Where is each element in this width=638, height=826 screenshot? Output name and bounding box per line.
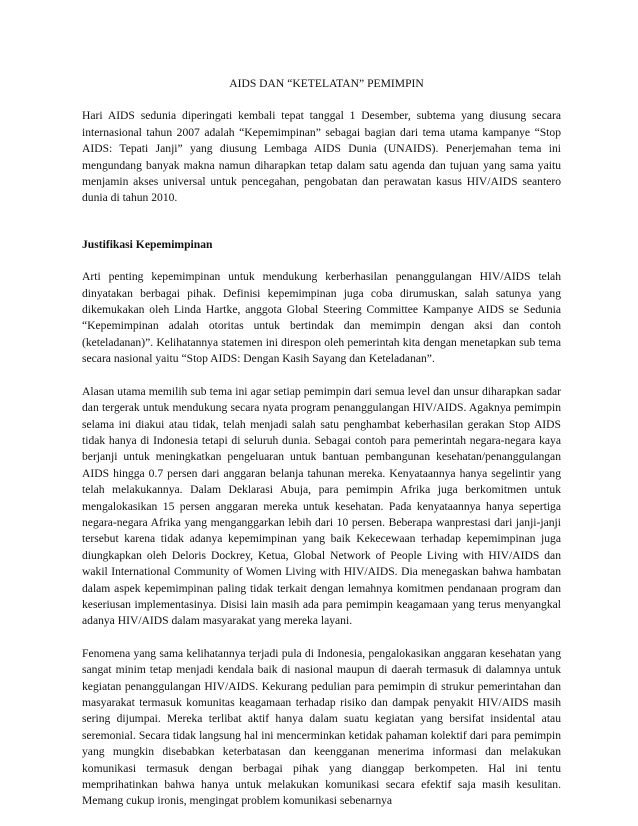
- body-paragraph-1: Arti penting kepemimpinan untuk mendukung kerberhasilan penanggulangan HIV/AIDS telah dinyatakan berbagai pihak. Definisi kepemimpinan juga coba dirumuskan, salah satunya yang dikemukakan oleh Linda Hartke, anggota Global Steering Committee Kampanye AIDS se Sedunia “Kepemimpinan adalah otoritas untuk bertindak dan memimpin dengan aksi dan contoh (keteladanan)”. Kelihatannya statemen ini direspon oleh pemerintah kita dengan menetapkan sub tema secara nasional yaitu “Stop AIDS: Dengan Kasih Sayang dan Keteladanan”.: [82, 270, 561, 366]
- intro-paragraph: Hari AIDS sedunia diperingati kembali tepat tanggal 1 Desember, subtema yang diusung secara internasional tahun 2007 adalah “Kepemimpinan” sebagai bagian dari tema utama kampanye “Stop AIDS: Tepati Janji” yang diusung Lembaga AIDS Dunia (UNAIDS). Penerjemahan tema ini mengundang banyak makna namun diharapkan tetap dalam satu agenda dan tujuan yang sama yaitu menjamin akses universal untuk pencegahan, pengobatan dan perawatan kasus HIV/AIDS seantero dunia di tahun 2010.: [82, 109, 561, 205]
- section-heading: Justifikasi Kepemimpinan: [82, 237, 213, 251]
- document-title: AIDS DAN “KETELATAN” PEMIMPIN: [229, 77, 424, 90]
- body-paragraph-3: Fenomena yang sama kelihatannya terjadi pula di Indonesia, pengalokasikan anggaran kesehatan yang sangat minim tetap menjadi kendala baik di nasional maupun di daerah termasuk di dalamnya untuk kegiatan penanggulangan HIV/AIDS. Kekurang pedulian para pemimpin di strukur pemerintahan dan masyarakat termasuk komunitas keagamaan terhadap risiko dan dampak penyakit HIV/AIDS masih sering dijumpai. Mereka terlibat aktif hanya dalam suatu kegiatan yang bersifat insidental atau seremonial. Secara tidak langsung hal ini mencerminkan ketidak pahaman kolektif dari para pemimpin yang mungkin disebabkan keterbatasan dan keengganan menerima informasi dan melakukan komunikasi termasuk dengan berbagai pihak yang dianggap berkompeten. Hal ini tentu memprihatinkan bahwa hanya untuk melakukan komunikasi secara efektif saja masih kesulitan. Memang cukup ironis, mengingat problem komunikasi sebenarnya: [82, 646, 561, 808]
- body-paragraph-2: Alasan utama memilih sub tema ini agar setiap pemimpin dari semua level dan unsur diharapkan sadar dan tergerak untuk mendukung secara nyata program penanggulangan HIV/AIDS. Agaknya pemimpin selama ini diakui atau tidak, telah menjadi salah satu penghambat keberhasilan gerakan Stop AIDS tidak hanya di Indonesia tetapi di seluruh dunia. Sebagai contoh para pemerintah negara-negara kaya berjanji untuk meningkatkan pengeluaran untuk bantuan pembangunan kesehatan/penanggulangan AIDS hingga 0.7 persen dari anggaran belanja tahunan mereka. Kenyataannya hanya segelintir yang telah melakukannya. Dalam Deklarasi Abuja, para pemimpin Afrika juga berkomitmen untuk mengalokasikan 15 persen anggaran mereka untuk kesehatan. Pada kenyataannya hanya sepertiga negara-negara Afrika yang menganggarkan lebih dari 10 persen. Beberapa wanprestasi dari janji-janji tersebut karena tidak adanya kepemimpinan yang baik Kekecewaan terhadap kepemimpinan juga diungkapkan oleh Deloris Dockrey, Ketua, Global Network of People Living with HIV/AIDS dan wakil International Community of Women Living with HIV/AIDS. Dia menegaskan bahwa hambatan dalam aspek kepemimpinan paling tidak terkait dengan lemahnya komitmen pendanaan program dan keseriusan implementasinya. Disisi lain masih ada para pemimpin keagamaan yang terus menyangkal adanya HIV/AIDS dalam masyarakat yang mereka layani.: [82, 384, 561, 628]
